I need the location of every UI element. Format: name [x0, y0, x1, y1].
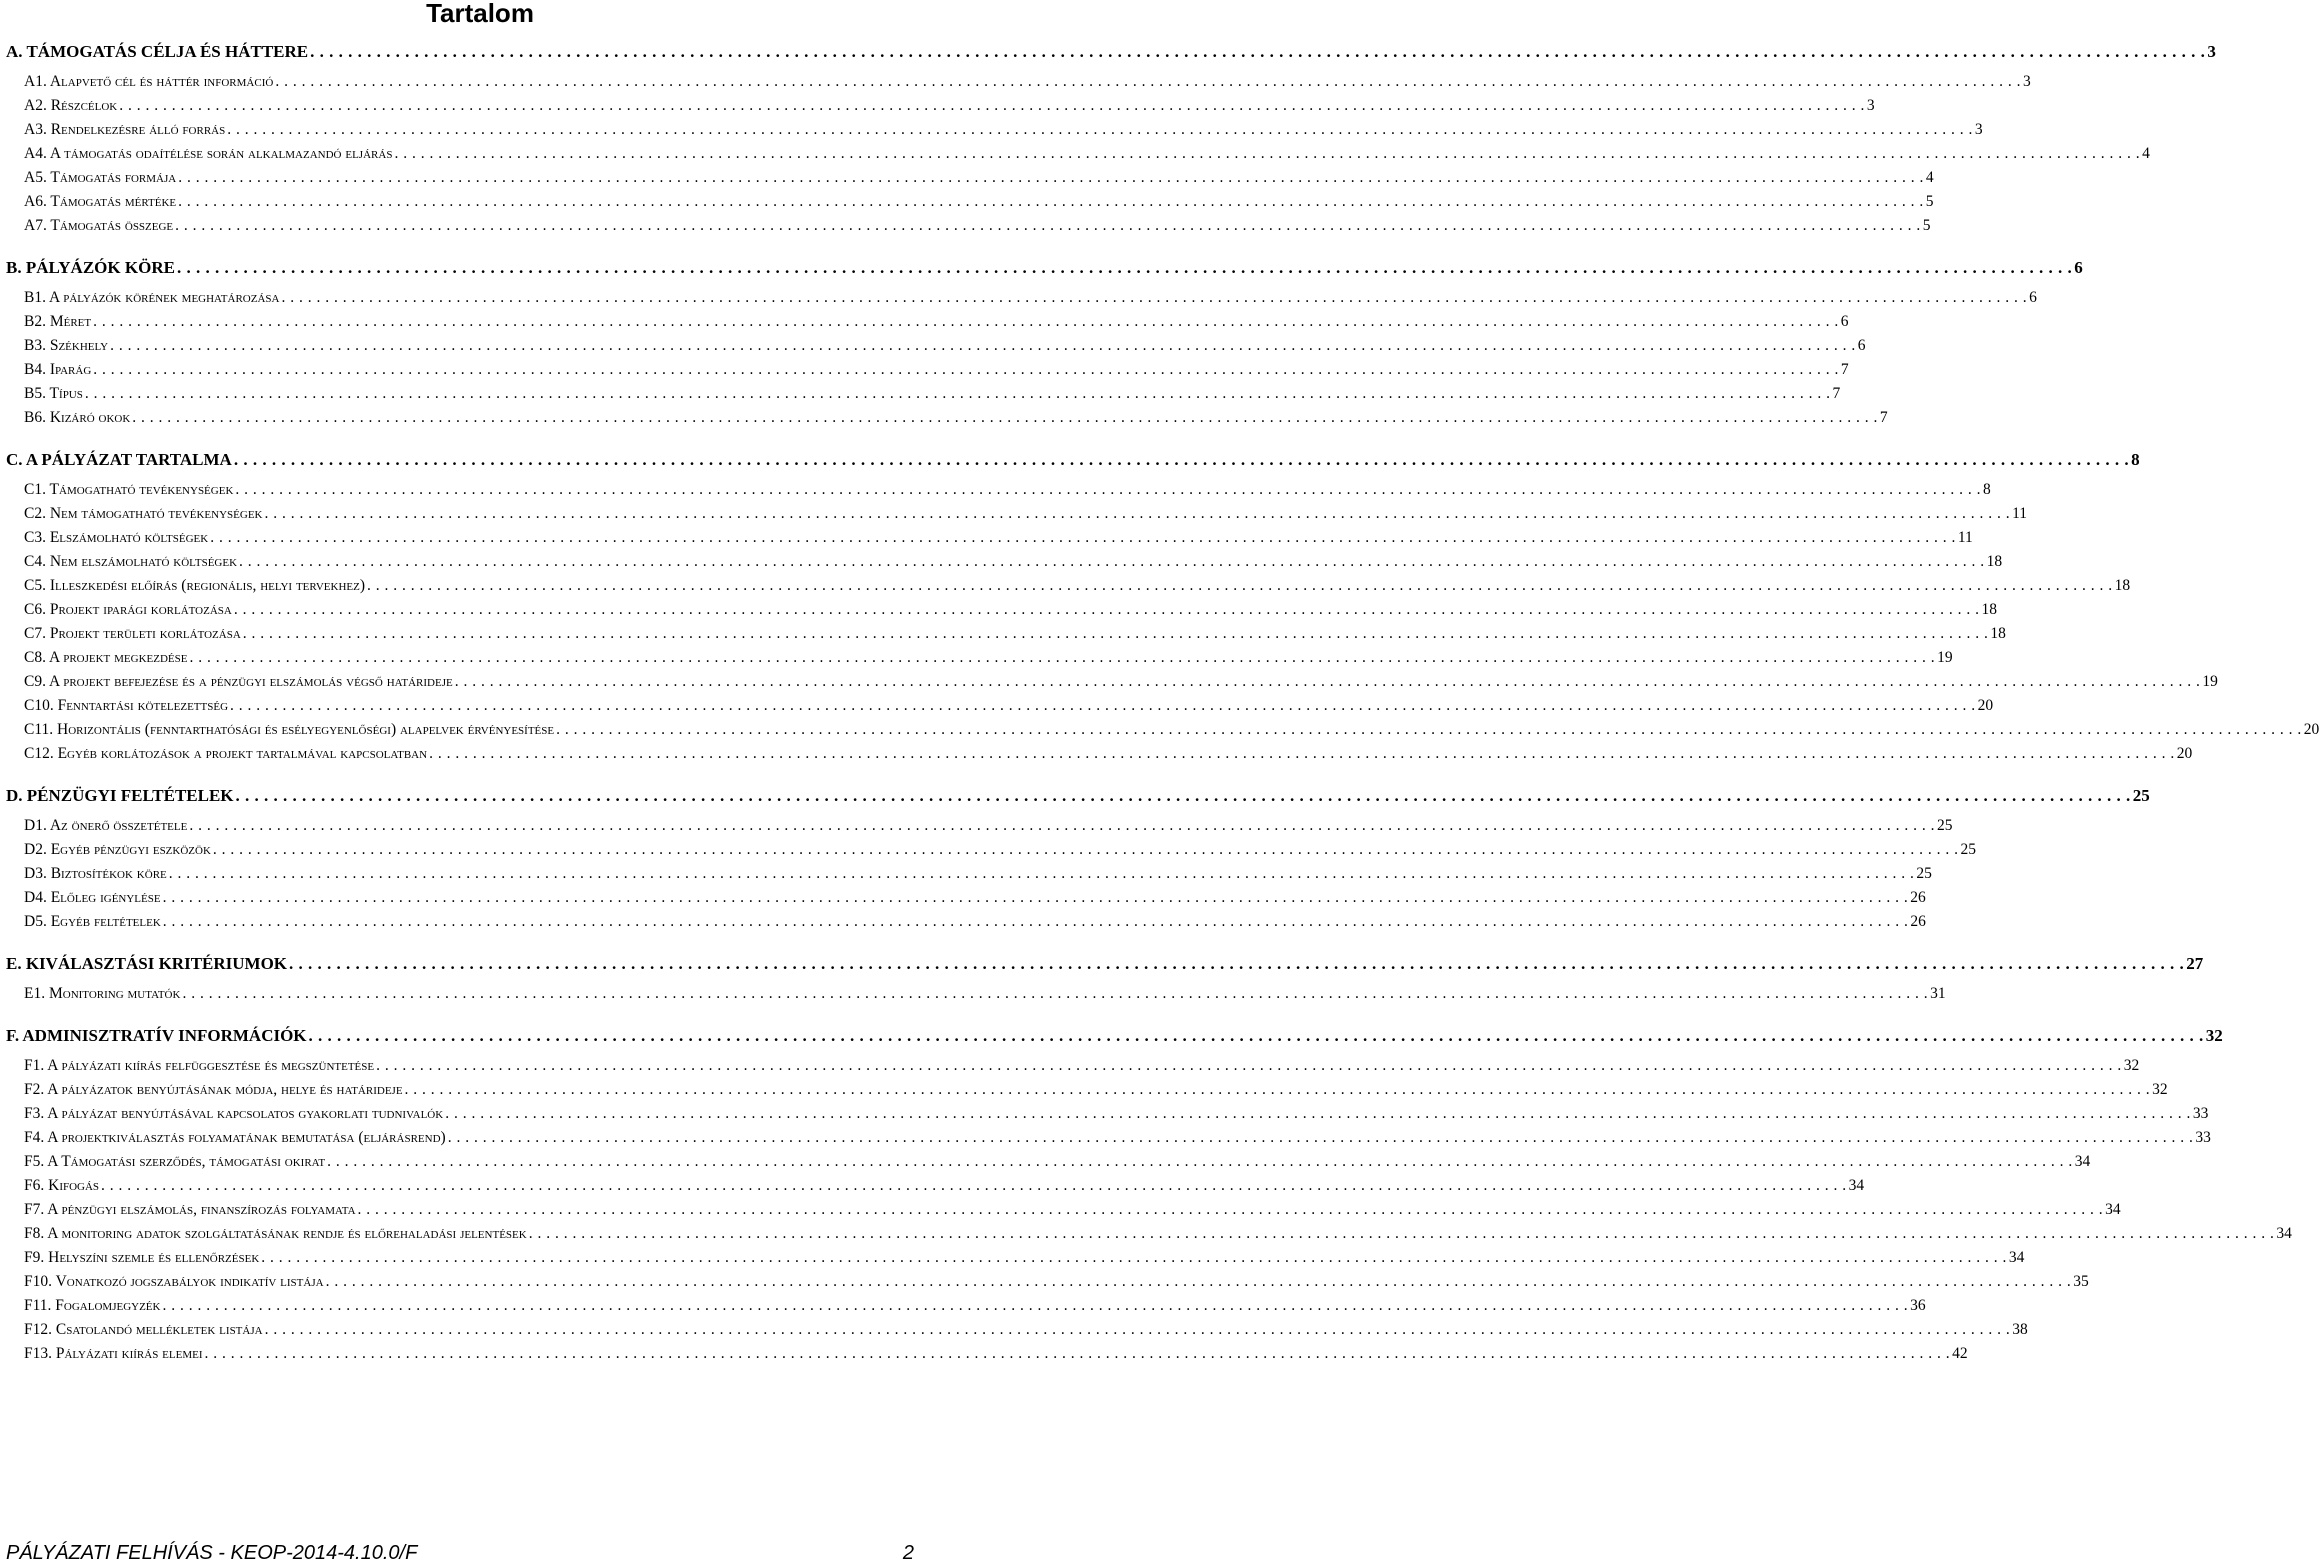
toc-dot-leader: . . . . . . . . . . . . . . . . . . . . . . . . . . . . . . . . . . . . . . . . . . . . . . . . . . . . . . . . . . . . . . . . . . . . . . . . . . . . . . . . . . . . . . . . . . . . . . . . . . . . . . . . . . . . . . . . . . . . . . . . . . . . . . . . . . . . . . . . . . . . . . . . . . . . . . . . . . . . . . . . . . . . . . . . . . . . . . . . . . . . . . . . . . . . . . . . . . . . . . . . [178, 193, 1924, 210]
toc-entry-page-number: 34 [1848, 1177, 1865, 1194]
toc-dot-leader: . . . . . . . . . . . . . . . . . . . . . . . . . . . . . . . . . . . . . . . . . . . . . . . . . . . . . . . . . . . . . . . . . . . . . . . . . . . . . . . . . . . . . . . . . . . . . . . . . . . . . . . . . . . . . . . . . . . . . . . . . . . . . . . . . . . . . . . . . . . . . . . . . . . . . . . . . . . . . . . . . . . . . . . . . . . . . . . . . . . . . . . . . . . . . . . . . . . . . . . . [182, 985, 1929, 1002]
toc-entry-label: F10. Vonatkozó jogszabályok indikatív listája [24, 1273, 324, 1290]
toc-entry-c9[interactable] [24, 670, 2218, 692]
toc-entry-page-number: 8 [2131, 450, 2140, 469]
toc-entry-c4[interactable] [24, 550, 2003, 572]
toc-entry-label: D5. Egyéb feltételek [24, 913, 161, 930]
toc-entry-label: E. KIVÁLASZTÁSI KRITÉRIUMOK [6, 954, 288, 973]
toc-entry-label: A2. Részcélok [24, 97, 118, 114]
toc-entry-label: B2. Méret [24, 313, 92, 330]
toc-entry-label: A6. Támogatás mértéke [24, 193, 177, 210]
toc-dot-leader: . . . . . . . . . . . . . . . . . . . . . . . . . . . . . . . . . . . . . . . . . . . . . . . . . . . . . . . . . . . . . . . . . . . . . . . . . . . . . . . . . . . . . . . . . . . . . . . . . . . . . . . . . . . . . . . . . . . . . . . . . . . . . . . . . . . . . . . . . . . . . . . . . . . . . . . . . . . . . . . . . . . . . . . . . . . . . . . . . . . . . . . . . . . . . . . . . . . . . . . . [327, 1153, 2073, 1170]
toc-dot-leader: . . . . . . . . . . . . . . . . . . . . . . . . . . . . . . . . . . . . . . . . . . . . . . . . . . . . . . . . . . . . . . . . . . . . . . . . . . . . . . . . . . . . . . . . . . . . . . . . . . . . . . . . . . . . . . . . . . . . . . . . . . . . . . . . . . . . . . . . . . . . . . . . . . . . . . . . . . . . . . . . . . . . . . . . . . . . . . . . . . . . . . . . . . . . . . . . . . . . . . . . [233, 601, 1980, 618]
toc-entry-label: F11. Fogalomjegyzék [24, 1297, 161, 1314]
toc-dot-leader: . . . . . . . . . . . . . . . . . . . . . . . . . . . . . . . . . . . . . . . . . . . . . . . . . . . . . . . . . . . . . . . . . . . . . . . . . . . . . . . . . . . . . . . . . . . . . . . . . . . . . . . . . . . . . . . . . . . . . . . . . . . . . . . . . . . . . . . . . . . . . . . . . . . . . . . . . . . . . . . . . . . . . . . . . . . . . . . . . . . . . . . . . . . . . . . . . . . . . . . . [119, 97, 1865, 114]
toc-entry-page-number: 26 [1910, 913, 1926, 930]
toc-entry-f6[interactable] [24, 1174, 1865, 1196]
toc-entry-c7[interactable] [24, 622, 2006, 644]
toc-dot-leader: . . . . . . . . . . . . . . . . . . . . . . . . . . . . . . . . . . . . . . . . . . . . . . . . . . . . . . . . . . . . . . . . . . . . . . . . . . . . . . . . . . . . . . . . . . . . . . . . . . . . . . . . . . . . . . . . . . . . . . . . . . . . . . . . . . . . . . . . . . . . . . . . . . . . . . . . . . . . . . . . . . . . . . . . . . . . . . . . . . . . . . . . . . . . . . . . . . . . . . . . [454, 673, 2201, 690]
toc-entry-page-number: 3 [2207, 42, 2216, 61]
toc-dot-leader: . . . . . . . . . . . . . . . . . . . . . . . . . . . . . . . . . . . . . . . . . . . . . . . . . . . . . . . . . . . . . . . . . . . . . . . . . . . . . . . . . . . . . . . . . . . . . . . . . . . . . . . . . . . . . . . . . . . . . . . . . . . . . . . . . . . . . . . . . . . . . . . . . . . . . . . . . . . . . . . . . . . . . . . . . . . . . . . . . . . . . . . . . . . . . . . . . . . . . . . . [189, 817, 1935, 834]
toc-entry-b4[interactable] [24, 358, 1849, 380]
toc-entry-page-number: 34 [2008, 1249, 2025, 1266]
toc-entry-page-number: 42 [1952, 1345, 1968, 1362]
toc-entry-label: A4. A támogatás odaítélése során alkalmazandó eljárás [24, 145, 393, 162]
toc-entry-a[interactable] [6, 40, 2216, 62]
toc-entry-c6[interactable] [24, 598, 1997, 620]
toc-entry-page-number: 27 [2186, 954, 2204, 973]
toc-entry-label: C11. Horizontális (fenntarthatósági és esélyegyenlőségi) alapelvek érvényesítése [24, 721, 555, 738]
toc-entry-f8[interactable] [24, 1222, 2292, 1244]
toc-dot-leader: . . . . . . . . . . . . . . . . . . . . . . . . . . . . . . . . . . . . . . . . . . . . . . . . . . . . . . . . . . . . . . . . . . . . . . . . . . . . . . . . . . . . . . . . . . . . . . . . . . . . . . . . . . . . . . . . . . . . . . . . . . . . . . . . . . . . . . . . . . . . . . . . . . . . . . . . . . . . . . . . . . . . . . . . . . . . . . . . . . . . . . . . . . . . . . . . . . . . . . . . [308, 1026, 2204, 1045]
toc-entry-label: C3. Elszámolható költségek [24, 529, 209, 546]
toc-entry-label: C9. A projekt befejezése és a pénzügyi elszámolás végső határideje [24, 673, 453, 690]
toc-entry-page-number: 32 [2152, 1081, 2168, 1098]
toc-entry-page-number: 35 [2073, 1273, 2089, 1290]
toc-dot-leader: . . . . . . . . . . . . . . . . . . . . . . . . . . . . . . . . . . . . . . . . . . . . . . . . . . . . . . . . . . . . . . . . . . . . . . . . . . . . . . . . . . . . . . . . . . . . . . . . . . . . . . . . . . . . . . . . . . . . . . . . . . . . . . . . . . . . . . . . . . . . . . . . . . . . . . . . . . . . . . . . . . . . . . . . . . . . . . . . . . . . . . . . . . . . . . . . . . . . . . . . [281, 289, 2028, 306]
toc-entry-page-number: 6 [1857, 337, 1866, 354]
toc-dot-leader: . . . . . . . . . . . . . . . . . . . . . . . . . . . . . . . . . . . . . . . . . . . . . . . . . . . . . . . . . . . . . . . . . . . . . . . . . . . . . . . . . . . . . . . . . . . . . . . . . . . . . . . . . . . . . . . . . . . . . . . . . . . . . . . . . . . . . . . . . . . . . . . . . . . . . . . . . . . . . . . . . . . . . . . . . . . . . . . . . . . . . . . . . . . . . . . . . . . . . . . . [178, 169, 1924, 186]
footer-page-number: 2 [902, 1542, 914, 1564]
toc-entry-c5[interactable] [24, 574, 2131, 596]
toc-dot-leader: . . . . . . . . . . . . . . . . . . . . . . . . . . . . . . . . . . . . . . . . . . . . . . . . . . . . . . . . . . . . . . . . . . . . . . . . . . . . . . . . . . . . . . . . . . . . . . . . . . . . . . . . . . . . . . . . . . . . . . . . . . . . . . . . . . . . . . . . . . . . . . . . . . . . . . . . . . . . . . . . . . . . . . . . . . . . . . . . . . . . . . . . . . . . . . . . . . . . . . . . [93, 361, 1839, 378]
toc-entry-label: F4. A projektkiválasztás folyamatának bemutatása (eljárásrend) [24, 1129, 446, 1146]
footer-document-title: PÁLYÁZATI FELHÍVÁS - KEOP-2014-4.10.0/F [6, 1542, 418, 1564]
toc-dot-leader: . . . . . . . . . . . . . . . . . . . . . . . . . . . . . . . . . . . . . . . . . . . . . . . . . . . . . . . . . . . . . . . . . . . . . . . . . . . . . . . . . . . . . . . . . . . . . . . . . . . . . . . . . . . . . . . . . . . . . . . . . . . . . . . . . . . . . . . . . . . . . . . . . . . . . . . . . . . . . . . . . . . . . . . . . . . . . . . . . . . . . . . . . . . . . . . . . . . . . . . . [235, 481, 1982, 498]
toc-entry-d3[interactable] [24, 862, 1932, 884]
page-title: Tartalom [426, 0, 534, 28]
toc-entry-page-number: 18 [1990, 625, 2006, 642]
toc-entry-f[interactable] [6, 1024, 2223, 1046]
toc-entry-f7[interactable] [24, 1198, 2121, 1220]
toc-entry-label: A1. Alapvető cél és háttér információ [24, 73, 274, 90]
toc-entry-a6[interactable] [24, 190, 1934, 212]
toc-entry-f5[interactable] [24, 1150, 2091, 1172]
toc-entry-label: C8. A projekt megkezdése [24, 649, 188, 666]
toc-entry-page-number: 25 [1916, 865, 1932, 882]
toc-dot-leader: . . . . . . . . . . . . . . . . . . . . . . . . . . . . . . . . . . . . . . . . . . . . . . . . . . . . . . . . . . . . . . . . . . . . . . . . . . . . . . . . . . . . . . . . . . . . . . . . . . . . . . . . . . . . . . . . . . . . . . . . . . . . . . . . . . . . . . . . . . . . . . . . . . . . . . . . . . . . . . . . . . . . . . . . . . . . . . . . . . . . . . . . . . . . . . . . . . . . . . . . [212, 841, 1959, 858]
toc-entry-f2[interactable] [24, 1078, 2168, 1100]
toc-entry-page-number: 7 [1840, 361, 1849, 378]
toc-entry-a3[interactable] [24, 118, 1983, 140]
toc-dot-leader: . . . . . . . . . . . . . . . . . . . . . . . . . . . . . . . . . . . . . . . . . . . . . . . . . . . . . . . . . . . . . . . . . . . . . . . . . . . . . . . . . . . . . . . . . . . . . . . . . . . . . . . . . . . . . . . . . . . . . . . . . . . . . . . . . . . . . . . . . . . . . . . . . . . . . . . . . . . . . . . . . . . . . . . . . . . . . . . . . . . . . . . . . . . . . . . . . . . . . . . . [101, 1177, 1847, 1194]
toc-entry-label: C2. Nem támogatható tevékenységek [24, 505, 263, 522]
toc-dot-leader: . . . . . . . . . . . . . . . . . . . . . . . . . . . . . . . . . . . . . . . . . . . . . . . . . . . . . . . . . . . . . . . . . . . . . . . . . . . . . . . . . . . . . . . . . . . . . . . . . . . . . . . . . . . . . . . . . . . . . . . . . . . . . . . . . . . . . . . . . . . . . . . . . . . . . . . . . . . . . . . . . . . . . . . . . . . . . . . . . . . . . . . . . . . . . . . . . . . . . . . . [447, 1129, 2194, 1146]
toc-dot-leader: . . . . . . . . . . . . . . . . . . . . . . . . . . . . . . . . . . . . . . . . . . . . . . . . . . . . . . . . . . . . . . . . . . . . . . . . . . . . . . . . . . . . . . . . . . . . . . . . . . . . . . . . . . . . . . . . . . . . . . . . . . . . . . . . . . . . . . . . . . . . . . . . . . . . . . . . . . . . . . . . . . . . . . . . . . . . . . . . . . . . . . . . . . . . . . . . . . . . . . . . [162, 1297, 1909, 1314]
toc-entry-page-number: 4 [1925, 169, 1934, 186]
toc-entry-label: F. ADMINISZTRATÍV INFORMÁCIÓK [6, 1026, 307, 1045]
toc-dot-leader: . . . . . . . . . . . . . . . . . . . . . . . . . . . . . . . . . . . . . . . . . . . . . . . . . . . . . . . . . . . . . . . . . . . . . . . . . . . . . . . . . . . . . . . . . . . . . . . . . . . . . . . . . . . . . . . . . . . . . . . . . . . . . . . . . . . . . . . . . . . . . . . . . . . . . . . . . . . . . . . . . . . . . . . . . . . . . . . . . . . . . . . . . . . . . . . . . . . . . . . . [429, 745, 2175, 762]
toc-entry-label: F7. A pénzügyi elszámolás, finanszírozás folyamata [24, 1201, 356, 1218]
toc-entry-f3[interactable] [24, 1102, 2209, 1124]
toc-dot-leader: . . . . . . . . . . . . . . . . . . . . . . . . . . . . . . . . . . . . . . . . . . . . . . . . . . . . . . . . . . . . . . . . . . . . . . . . . . . . . . . . . . . . . . . . . . . . . . . . . . . . . . . . . . . . . . . . . . . . . . . . . . . . . . . . . . . . . . . . . . . . . . . . . . . . . . . . . . . . . . . . . . . . . . . . . . . . . . . . . . . . . . . . . . . . . . . . . . . . . . . . [556, 721, 2302, 738]
toc-dot-leader: . . . . . . . . . . . . . . . . . . . . . . . . . . . . . . . . . . . . . . . . . . . . . . . . . . . . . . . . . . . . . . . . . . . . . . . . . . . . . . . . . . . . . . . . . . . . . . . . . . . . . . . . . . . . . . . . . . . . . . . . . . . . . . . . . . . . . . . . . . . . . . . . . . . . . . . . . . . . . . . . . . . . . . . . . . . . . . . . . . . . . . . . . . . . . . . . . . . . . . . . [445, 1105, 2191, 1122]
toc-entry-page-number: 34 [2105, 1201, 2121, 1218]
toc-dot-leader: . . . . . . . . . . . . . . . . . . . . . . . . . . . . . . . . . . . . . . . . . . . . . . . . . . . . . . . . . . . . . . . . . . . . . . . . . . . . . . . . . . . . . . . . . . . . . . . . . . . . . . . . . . . . . . . . . . . . . . . . . . . . . . . . . . . . . . . . . . . . . . . . . . . . . . . . . . . . . . . . . . . . . . . . . . . . . . . . . . . . . . . . . . . . . . . . . . . . . . . . [264, 505, 2011, 522]
toc-entry-page-number: 25 [1936, 817, 1953, 834]
toc-entry-label: D1. Az önerő összetétele [24, 817, 188, 834]
toc-entry-label: C7. Projekt területi korlátozása [24, 625, 241, 642]
toc-entry-c12[interactable] [24, 742, 2193, 764]
toc-entry-page-number: 7 [1879, 409, 1888, 426]
toc-entry-c3[interactable] [24, 526, 1973, 548]
toc-entry-page-number: 3 [1866, 97, 1875, 114]
toc-entry-label: D2. Egyéb pénzügyi eszközök [24, 841, 211, 858]
toc-entry-page-number: 20 [2176, 745, 2193, 762]
toc-dot-leader: . . . . . . . . . . . . . . . . . . . . . . . . . . . . . . . . . . . . . . . . . . . . . . . . . . . . . . . . . . . . . . . . . . . . . . . . . . . . . . . . . . . . . . . . . . . . . . . . . . . . . . . . . . . . . . . . . . . . . . . . . . . . . . . . . . . . . . . . . . . . . . . . . . . . . . . . . . . . . . . . . . . . . . . . . . . . . . . . . . . . . . . . . . . . . . . . . . . . . . . . [175, 217, 1921, 234]
toc-entry-page-number: 34 [2276, 1225, 2292, 1242]
toc-entry-label: B5. Típus [24, 385, 83, 402]
toc-entry-label: A3. Rendelkezésre álló forrás [24, 121, 226, 138]
toc-dot-leader: . . . . . . . . . . . . . . . . . . . . . . . . . . . . . . . . . . . . . . . . . . . . . . . . . . . . . . . . . . . . . . . . . . . . . . . . . . . . . . . . . . . . . . . . . . . . . . . . . . . . . . . . . . . . . . . . . . . . . . . . . . . . . . . . . . . . . . . . . . . . . . . . . . . . . . . . . . . . . . . . . . . . . . . . . . . . . . . . . . . . . . . . . . . . . . . . . . . . . . . . [227, 121, 1973, 138]
toc-entry-page-number: 6 [2029, 289, 2037, 306]
toc-entry-label: F6. Kifogás [24, 1177, 100, 1194]
toc-entry-b5[interactable] [24, 382, 1841, 404]
toc-entry-label: D. PÉNZÜGYI FELTÉTELEK [6, 786, 234, 805]
toc-dot-leader: . . . . . . . . . . . . . . . . . . . . . . . . . . . . . . . . . . . . . . . . . . . . . . . . . . . . . . . . . . . . . . . . . . . . . . . . . . . . . . . . . . . . . . . . . . . . . . . . . . . . . . . . . . . . . . . . . . . . . . . . . . . . . . . . . . . . . . . . . . . . . . . . . . . . . . . . . . . . . . . . . . . . . . . . . . . . . . . . . . . . . . . . . . . . . . . . . . . . . . . . [162, 889, 1909, 906]
toc-entry-label: D4. Előleg igénylése [24, 889, 161, 906]
toc-entry-label: F9. Helyszíni szemle és ellenőrzések [24, 1249, 260, 1266]
toc-entry-page-number: 18 [1986, 553, 2003, 570]
toc-entry-f9[interactable] [24, 1246, 2025, 1268]
toc-entry-label: B1. A pályázók körének meghatározása [24, 289, 280, 306]
toc-entry-e1[interactable] [24, 982, 1946, 1004]
toc-entry-label: C. A PÁLYÁZAT TARTALMA [6, 450, 232, 469]
toc-entry-page-number: 11 [1957, 529, 1973, 546]
toc-entry-d1[interactable] [24, 814, 1953, 836]
toc-entry-page-number: 20 [1977, 697, 1994, 714]
toc-entry-label: F13. Pályázati kiírás elemei [24, 1345, 203, 1362]
toc-entry-b1[interactable] [24, 286, 2037, 308]
toc-entry-page-number: 19 [2202, 673, 2218, 690]
toc-entry-label: C6. Projekt iparági korlátozása [24, 601, 232, 618]
toc-entry-b3[interactable] [24, 334, 1866, 356]
toc-entry-page-number: 32 [2205, 1026, 2223, 1045]
toc-entry-page-number: 3 [1974, 121, 1983, 138]
toc-entry-page-number: 18 [1981, 601, 1997, 618]
toc-dot-leader: . . . . . . . . . . . . . . . . . . . . . . . . . . . . . . . . . . . . . . . . . . . . . . . . . . . . . . . . . . . . . . . . . . . . . . . . . . . . . . . . . . . . . . . . . . . . . . . . . . . . . . . . . . . . . . . . . . . . . . . . . . . . . . . . . . . . . . . . . . . . . . . . . . . . . . . . . . . . . . . . . . . . . . . . . . . . . . . . . . . . . . . . . . . . . . . . . . . . . . . . [310, 42, 2206, 61]
toc-entry-label: F2. A pályázatok benyújtásának módja, helye és határideje [24, 1081, 403, 1098]
toc-entry-page-number: 26 [1910, 889, 1926, 906]
toc-dot-leader: . . . . . . . . . . . . . . . . . . . . . . . . . . . . . . . . . . . . . . . . . . . . . . . . . . . . . . . . . . . . . . . . . . . . . . . . . . . . . . . . . . . . . . . . . . . . . . . . . . . . . . . . . . . . . . . . . . . . . . . . . . . . . . . . . . . . . . . . . . . . . . . . . . . . . . . . . . . . . . . . . . . . . . . . . . . . . . . . . . . . . . . . . . . . . . . . . . . . . . . . [264, 1321, 2011, 1338]
toc-entry-label: A. TÁMOGATÁS CÉLJA ÉS HÁTTERE [6, 42, 309, 61]
toc-entry-a1[interactable] [24, 70, 2031, 92]
toc-entry-b6[interactable] [24, 406, 1888, 428]
toc-entry-c11[interactable] [24, 718, 2319, 740]
toc-dot-leader: . . . . . . . . . . . . . . . . . . . . . . . . . . . . . . . . . . . . . . . . . . . . . . . . . . . . . . . . . . . . . . . . . . . . . . . . . . . . . . . . . . . . . . . . . . . . . . . . . . . . . . . . . . . . . . . . . . . . . . . . . . . . . . . . . . . . . . . . . . . . . . . . . . . . . . . . . . . . . . . . . . . . . . . . . . . . . . . . . . . . . . . . . . . . . . . . . . . . . . . . [357, 1201, 2104, 1218]
toc-entry-page-number: 6 [2074, 258, 2083, 277]
toc-entry-page-number: 11 [2012, 505, 2028, 522]
toc-entry-label: C4. Nem elszámolható költségek [24, 553, 238, 570]
toc-entry-f12[interactable] [24, 1318, 2028, 1340]
toc-entry-d2[interactable] [24, 838, 1977, 860]
toc-dot-leader: . . . . . . . . . . . . . . . . . . . . . . . . . . . . . . . . . . . . . . . . . . . . . . . . . . . . . . . . . . . . . . . . . . . . . . . . . . . . . . . . . . . . . . . . . . . . . . . . . . . . . . . . . . . . . . . . . . . . . . . . . . . . . . . . . . . . . . . . . . . . . . . . . . . . . . . . . . . . . . . . . . . . . . . . . . . . . . . . . . . . . . . . . . . . . . . . . . . . . . . . [528, 1225, 2275, 1242]
toc-entry-label: A5. Támogatás formája [24, 169, 177, 186]
toc-dot-leader: . . . . . . . . . . . . . . . . . . . . . . . . . . . . . . . . . . . . . . . . . . . . . . . . . . . . . . . . . . . . . . . . . . . . . . . . . . . . . . . . . . . . . . . . . . . . . . . . . . . . . . . . . . . . . . . . . . . . . . . . . . . . . . . . . . . . . . . . . . . . . . . . . . . . . . . . . . . . . . . . . . . . . . . . . . . . . . . . . . . . . . . . . . . . . . . . . . . . . . . . [325, 1273, 2072, 1290]
toc-entry-page-number: 18 [2114, 577, 2131, 594]
toc-entry-page-number: 19 [1937, 649, 1953, 666]
toc-entry-c10[interactable] [24, 694, 1994, 716]
toc-entry-page-number: 34 [2074, 1153, 2091, 1170]
toc-entry-label: F3. A pályázat benyújtásával kapcsolatos gyakorlati tudnivalók [24, 1105, 444, 1122]
toc-entry-f13[interactable] [24, 1342, 1968, 1364]
toc-dot-leader: . . . . . . . . . . . . . . . . . . . . . . . . . . . . . . . . . . . . . . . . . . . . . . . . . . . . . . . . . . . . . . . . . . . . . . . . . . . . . . . . . . . . . . . . . . . . . . . . . . . . . . . . . . . . . . . . . . . . . . . . . . . . . . . . . . . . . . . . . . . . . . . . . . . . . . . . . . . . . . . . . . . . . . . . . . . . . . . . . . . . . . . . . . . . . . . . . . . . . . . . [367, 577, 2113, 594]
toc-entry-c1[interactable] [24, 478, 1991, 500]
toc-entry-a2[interactable] [24, 94, 1875, 116]
toc-entry-label: D3. Biztosítékok köre [24, 865, 167, 882]
toc-entry-page-number: 5 [1922, 217, 1931, 234]
toc-entry-label: F8. A monitoring adatok szolgáltatásának rendje és előrehaladási jelentések [24, 1225, 527, 1242]
toc-dot-leader: . . . . . . . . . . . . . . . . . . . . . . . . . . . . . . . . . . . . . . . . . . . . . . . . . . . . . . . . . . . . . . . . . . . . . . . . . . . . . . . . . . . . . . . . . . . . . . . . . . . . . . . . . . . . . . . . . . . . . . . . . . . . . . . . . . . . . . . . . . . . . . . . . . . . . . . . . . . . . . . . . . . . . . . . . . . . . . . . . . . . . . . . . . . . . . . . . . . . . . . . [84, 385, 1831, 402]
toc-entry-a5[interactable] [24, 166, 1934, 188]
toc-entry-b2[interactable] [24, 310, 1849, 332]
toc-entry-label: A7. Támogatás összege [24, 217, 174, 234]
toc-dot-leader: . . . . . . . . . . . . . . . . . . . . . . . . . . . . . . . . . . . . . . . . . . . . . . . . . . . . . . . . . . . . . . . . . . . . . . . . . . . . . . . . . . . . . . . . . . . . . . . . . . . . . . . . . . . . . . . . . . . . . . . . . . . . . . . . . . . . . . . . . . . . . . . . . . . . . . . . . . . . . . . . . . . . . . . . . . . . . . . . . . . . . . . . . . . . . . . . . . . . . . . . [132, 409, 1878, 426]
toc-entry-f11[interactable] [24, 1294, 1926, 1316]
toc-entry-page-number: 33 [2192, 1105, 2209, 1122]
toc-entry-label: B4. Iparág [24, 361, 92, 378]
page-footer [6, 1541, 914, 1565]
toc-entry-page-number: 7 [1832, 385, 1841, 402]
toc-entry-label: C10. Fenntartási kötelezettség [24, 697, 229, 714]
toc-dot-leader: . . . . . . . . . . . . . . . . . . . . . . . . . . . . . . . . . . . . . . . . . . . . . . . . . . . . . . . . . . . . . . . . . . . . . . . . . . . . . . . . . . . . . . . . . . . . . . . . . . . . . . . . . . . . . . . . . . . . . . . . . . . . . . . . . . . . . . . . . . . . . . . . . . . . . . . . . . . . . . . . . . . . . . . . . . . . . . . . . . . . . . . . . . . . . . . . . . . . . . . . [176, 258, 2073, 277]
toc-entry-label: C1. Támogatható tevékenységek [24, 481, 234, 498]
toc-entry-page-number: 20 [2303, 721, 2319, 738]
toc-entry-page-number: 38 [2012, 1321, 2028, 1338]
toc-entry-d4[interactable] [24, 886, 1926, 908]
toc-entry-page-number: 25 [2132, 786, 2150, 805]
toc-entry-label: C12. Egyéb korlátozások a projekt tartalmával kapcsolatban [24, 745, 428, 762]
toc-dot-leader: . . . . . . . . . . . . . . . . . . . . . . . . . . . . . . . . . . . . . . . . . . . . . . . . . . . . . . . . . . . . . . . . . . . . . . . . . . . . . . . . . . . . . . . . . . . . . . . . . . . . . . . . . . . . . . . . . . . . . . . . . . . . . . . . . . . . . . . . . . . . . . . . . . . . . . . . . . . . . . . . . . . . . . . . . . . . . . . . . . . . . . . . . . . . . . . . . . . . . . . . [210, 529, 1956, 546]
toc-entry-page-number: 5 [1925, 193, 1934, 210]
toc-entry-f10[interactable] [24, 1270, 2089, 1292]
toc-dot-leader: . . . . . . . . . . . . . . . . . . . . . . . . . . . . . . . . . . . . . . . . . . . . . . . . . . . . . . . . . . . . . . . . . . . . . . . . . . . . . . . . . . . . . . . . . . . . . . . . . . . . . . . . . . . . . . . . . . . . . . . . . . . . . . . . . . . . . . . . . . . . . . . . . . . . . . . . . . . . . . . . . . . . . . . . . . . . . . . . . . . . . . . . . . . . . . . . . . . . . . . . [189, 649, 1936, 666]
toc-dot-leader: . . . . . . . . . . . . . . . . . . . . . . . . . . . . . . . . . . . . . . . . . . . . . . . . . . . . . . . . . . . . . . . . . . . . . . . . . . . . . . . . . . . . . . . . . . . . . . . . . . . . . . . . . . . . . . . . . . . . . . . . . . . . . . . . . . . . . . . . . . . . . . . . . . . . . . . . . . . . . . . . . . . . . . . . . . . . . . . . . . . . . . . . . . . . . . . . . . . . . . . . [230, 697, 1976, 714]
toc-dot-leader: . . . . . . . . . . . . . . . . . . . . . . . . . . . . . . . . . . . . . . . . . . . . . . . . . . . . . . . . . . . . . . . . . . . . . . . . . . . . . . . . . . . . . . . . . . . . . . . . . . . . . . . . . . . . . . . . . . . . . . . . . . . . . . . . . . . . . . . . . . . . . . . . . . . . . . . . . . . . . . . . . . . . . . . . . . . . . . . . . . . . . . . . . . . . . . . . . . . . . . . . [233, 450, 2130, 469]
toc-entry-c2[interactable] [24, 502, 2028, 524]
toc-dot-leader: . . . . . . . . . . . . . . . . . . . . . . . . . . . . . . . . . . . . . . . . . . . . . . . . . . . . . . . . . . . . . . . . . . . . . . . . . . . . . . . . . . . . . . . . . . . . . . . . . . . . . . . . . . . . . . . . . . . . . . . . . . . . . . . . . . . . . . . . . . . . . . . . . . . . . . . . . . . . . . . . . . . . . . . . . . . . . . . . . . . . . . . . . . . . . . . . . . . . . . . . [168, 865, 1915, 882]
toc-entry-page-number: 8 [1983, 481, 1991, 498]
toc-entry-page-number: 3 [2022, 73, 2031, 90]
toc-entry-c[interactable] [6, 448, 2140, 470]
toc-entry-label: F1. A pályázati kiírás felfüggesztése és megszüntetése [24, 1057, 375, 1074]
toc-dot-leader: . . . . . . . . . . . . . . . . . . . . . . . . . . . . . . . . . . . . . . . . . . . . . . . . . . . . . . . . . . . . . . . . . . . . . . . . . . . . . . . . . . . . . . . . . . . . . . . . . . . . . . . . . . . . . . . . . . . . . . . . . . . . . . . . . . . . . . . . . . . . . . . . . . . . . . . . . . . . . . . . . . . . . . . . . . . . . . . . . . . . . . . . . . . . . . . . . . . . . . . . [110, 337, 1856, 354]
toc-entry-f4[interactable] [24, 1126, 2211, 1148]
toc-entry-page-number: 36 [1910, 1297, 1926, 1314]
toc-entry-d5[interactable] [24, 910, 1926, 932]
toc-entry-b[interactable] [6, 256, 2083, 278]
toc-dot-leader: . . . . . . . . . . . . . . . . . . . . . . . . . . . . . . . . . . . . . . . . . . . . . . . . . . . . . . . . . . . . . . . . . . . . . . . . . . . . . . . . . . . . . . . . . . . . . . . . . . . . . . . . . . . . . . . . . . . . . . . . . . . . . . . . . . . . . . . . . . . . . . . . . . . . . . . . . . . . . . . . . . . . . . . . . . . . . . . . . . . . . . . . . . . . . . . . . . . . . . . . [204, 1345, 1951, 1362]
toc-entry-page-number: 32 [2123, 1057, 2140, 1074]
toc-dot-leader: . . . . . . . . . . . . . . . . . . . . . . . . . . . . . . . . . . . . . . . . . . . . . . . . . . . . . . . . . . . . . . . . . . . . . . . . . . . . . . . . . . . . . . . . . . . . . . . . . . . . . . . . . . . . . . . . . . . . . . . . . . . . . . . . . . . . . . . . . . . . . . . . . . . . . . . . . . . . . . . . . . . . . . . . . . . . . . . . . . . . . . . . . . . . . . . . . . . . . . . . [162, 913, 1909, 930]
toc-entry-page-number: 6 [1840, 313, 1849, 330]
toc-entry-page-number: 31 [1930, 985, 1946, 1002]
toc-entry-a4[interactable] [24, 142, 2150, 164]
toc-entry-page-number: 33 [2195, 1129, 2211, 1146]
toc-entry-page-number: 25 [1960, 841, 1977, 858]
toc-entry-d[interactable] [6, 784, 2150, 806]
toc-entry-label: B6. Kizáró okok [24, 409, 131, 426]
toc-entry-page-number: 4 [2142, 145, 2150, 162]
toc-entry-label: F5. A Támogatási szerződés, támogatási okirat [24, 1153, 326, 1170]
toc-entry-f1[interactable] [24, 1054, 2140, 1076]
toc-dot-leader: . . . . . . . . . . . . . . . . . . . . . . . . . . . . . . . . . . . . . . . . . . . . . . . . . . . . . . . . . . . . . . . . . . . . . . . . . . . . . . . . . . . . . . . . . . . . . . . . . . . . . . . . . . . . . . . . . . . . . . . . . . . . . . . . . . . . . . . . . . . . . . . . . . . . . . . . . . . . . . . . . . . . . . . . . . . . . . . . . . . . . . . . . . . . . . . . . . . . . . . . [394, 145, 2141, 162]
toc-entry-label: C5. Illeszkedési előírás (regionális, helyi tervekhez) [24, 577, 366, 594]
toc-dot-leader: . . . . . . . . . . . . . . . . . . . . . . . . . . . . . . . . . . . . . . . . . . . . . . . . . . . . . . . . . . . . . . . . . . . . . . . . . . . . . . . . . . . . . . . . . . . . . . . . . . . . . . . . . . . . . . . . . . . . . . . . . . . . . . . . . . . . . . . . . . . . . . . . . . . . . . . . . . . . . . . . . . . . . . . . . . . . . . . . . . . . . . . . . . . . . . . . . . . . . . . . [404, 1081, 2151, 1098]
toc-entry-label: E1. Monitoring mutatók [24, 985, 181, 1002]
toc-dot-leader: . . . . . . . . . . . . . . . . . . . . . . . . . . . . . . . . . . . . . . . . . . . . . . . . . . . . . . . . . . . . . . . . . . . . . . . . . . . . . . . . . . . . . . . . . . . . . . . . . . . . . . . . . . . . . . . . . . . . . . . . . . . . . . . . . . . . . . . . . . . . . . . . . . . . . . . . . . . . . . . . . . . . . . . . . . . . . . . . . . . . . . . . . . . . . . . . . . . . . . . . [261, 1249, 2007, 1266]
toc-dot-leader: . . . . . . . . . . . . . . . . . . . . . . . . . . . . . . . . . . . . . . . . . . . . . . . . . . . . . . . . . . . . . . . . . . . . . . . . . . . . . . . . . . . . . . . . . . . . . . . . . . . . . . . . . . . . . . . . . . . . . . . . . . . . . . . . . . . . . . . . . . . . . . . . . . . . . . . . . . . . . . . . . . . . . . . . . . . . . . . . . . . . . . . . . . . . . . . . . . . . . . . . [235, 786, 2131, 805]
toc-dot-leader: . . . . . . . . . . . . . . . . . . . . . . . . . . . . . . . . . . . . . . . . . . . . . . . . . . . . . . . . . . . . . . . . . . . . . . . . . . . . . . . . . . . . . . . . . . . . . . . . . . . . . . . . . . . . . . . . . . . . . . . . . . . . . . . . . . . . . . . . . . . . . . . . . . . . . . . . . . . . . . . . . . . . . . . . . . . . . . . . . . . . . . . . . . . . . . . . . . . . . . . . [242, 625, 1989, 642]
toc-dot-leader: . . . . . . . . . . . . . . . . . . . . . . . . . . . . . . . . . . . . . . . . . . . . . . . . . . . . . . . . . . . . . . . . . . . . . . . . . . . . . . . . . . . . . . . . . . . . . . . . . . . . . . . . . . . . . . . . . . . . . . . . . . . . . . . . . . . . . . . . . . . . . . . . . . . . . . . . . . . . . . . . . . . . . . . . . . . . . . . . . . . . . . . . . . . . . . . . . . . . . . . . [376, 1057, 2122, 1074]
toc-dot-leader: . . . . . . . . . . . . . . . . . . . . . . . . . . . . . . . . . . . . . . . . . . . . . . . . . . . . . . . . . . . . . . . . . . . . . . . . . . . . . . . . . . . . . . . . . . . . . . . . . . . . . . . . . . . . . . . . . . . . . . . . . . . . . . . . . . . . . . . . . . . . . . . . . . . . . . . . . . . . . . . . . . . . . . . . . . . . . . . . . . . . . . . . . . . . . . . . . . . . . . . . [275, 73, 2021, 90]
toc-entry-label: B. PÁLYÁZÓK KÖRE [6, 258, 175, 277]
toc-entry-e[interactable] [6, 952, 2204, 974]
toc-dot-leader: . . . . . . . . . . . . . . . . . . . . . . . . . . . . . . . . . . . . . . . . . . . . . . . . . . . . . . . . . . . . . . . . . . . . . . . . . . . . . . . . . . . . . . . . . . . . . . . . . . . . . . . . . . . . . . . . . . . . . . . . . . . . . . . . . . . . . . . . . . . . . . . . . . . . . . . . . . . . . . . . . . . . . . . . . . . . . . . . . . . . . . . . . . . . . . . . . . . . . . . . [239, 553, 1985, 570]
toc-dot-leader: . . . . . . . . . . . . . . . . . . . . . . . . . . . . . . . . . . . . . . . . . . . . . . . . . . . . . . . . . . . . . . . . . . . . . . . . . . . . . . . . . . . . . . . . . . . . . . . . . . . . . . . . . . . . . . . . . . . . . . . . . . . . . . . . . . . . . . . . . . . . . . . . . . . . . . . . . . . . . . . . . . . . . . . . . . . . . . . . . . . . . . . . . . . . . . . . . . . . . . . . [289, 954, 2185, 973]
toc-entry-label: F12. Csatolandó mellékletek listája [24, 1321, 263, 1338]
toc-entry-c8[interactable] [24, 646, 1953, 668]
toc-entry-label: B3. Székhely [24, 337, 109, 354]
toc-dot-leader: . . . . . . . . . . . . . . . . . . . . . . . . . . . . . . . . . . . . . . . . . . . . . . . . . . . . . . . . . . . . . . . . . . . . . . . . . . . . . . . . . . . . . . . . . . . . . . . . . . . . . . . . . . . . . . . . . . . . . . . . . . . . . . . . . . . . . . . . . . . . . . . . . . . . . . . . . . . . . . . . . . . . . . . . . . . . . . . . . . . . . . . . . . . . . . . . . . . . . . . . [93, 313, 1839, 330]
toc-entry-a7[interactable] [24, 214, 1931, 236]
